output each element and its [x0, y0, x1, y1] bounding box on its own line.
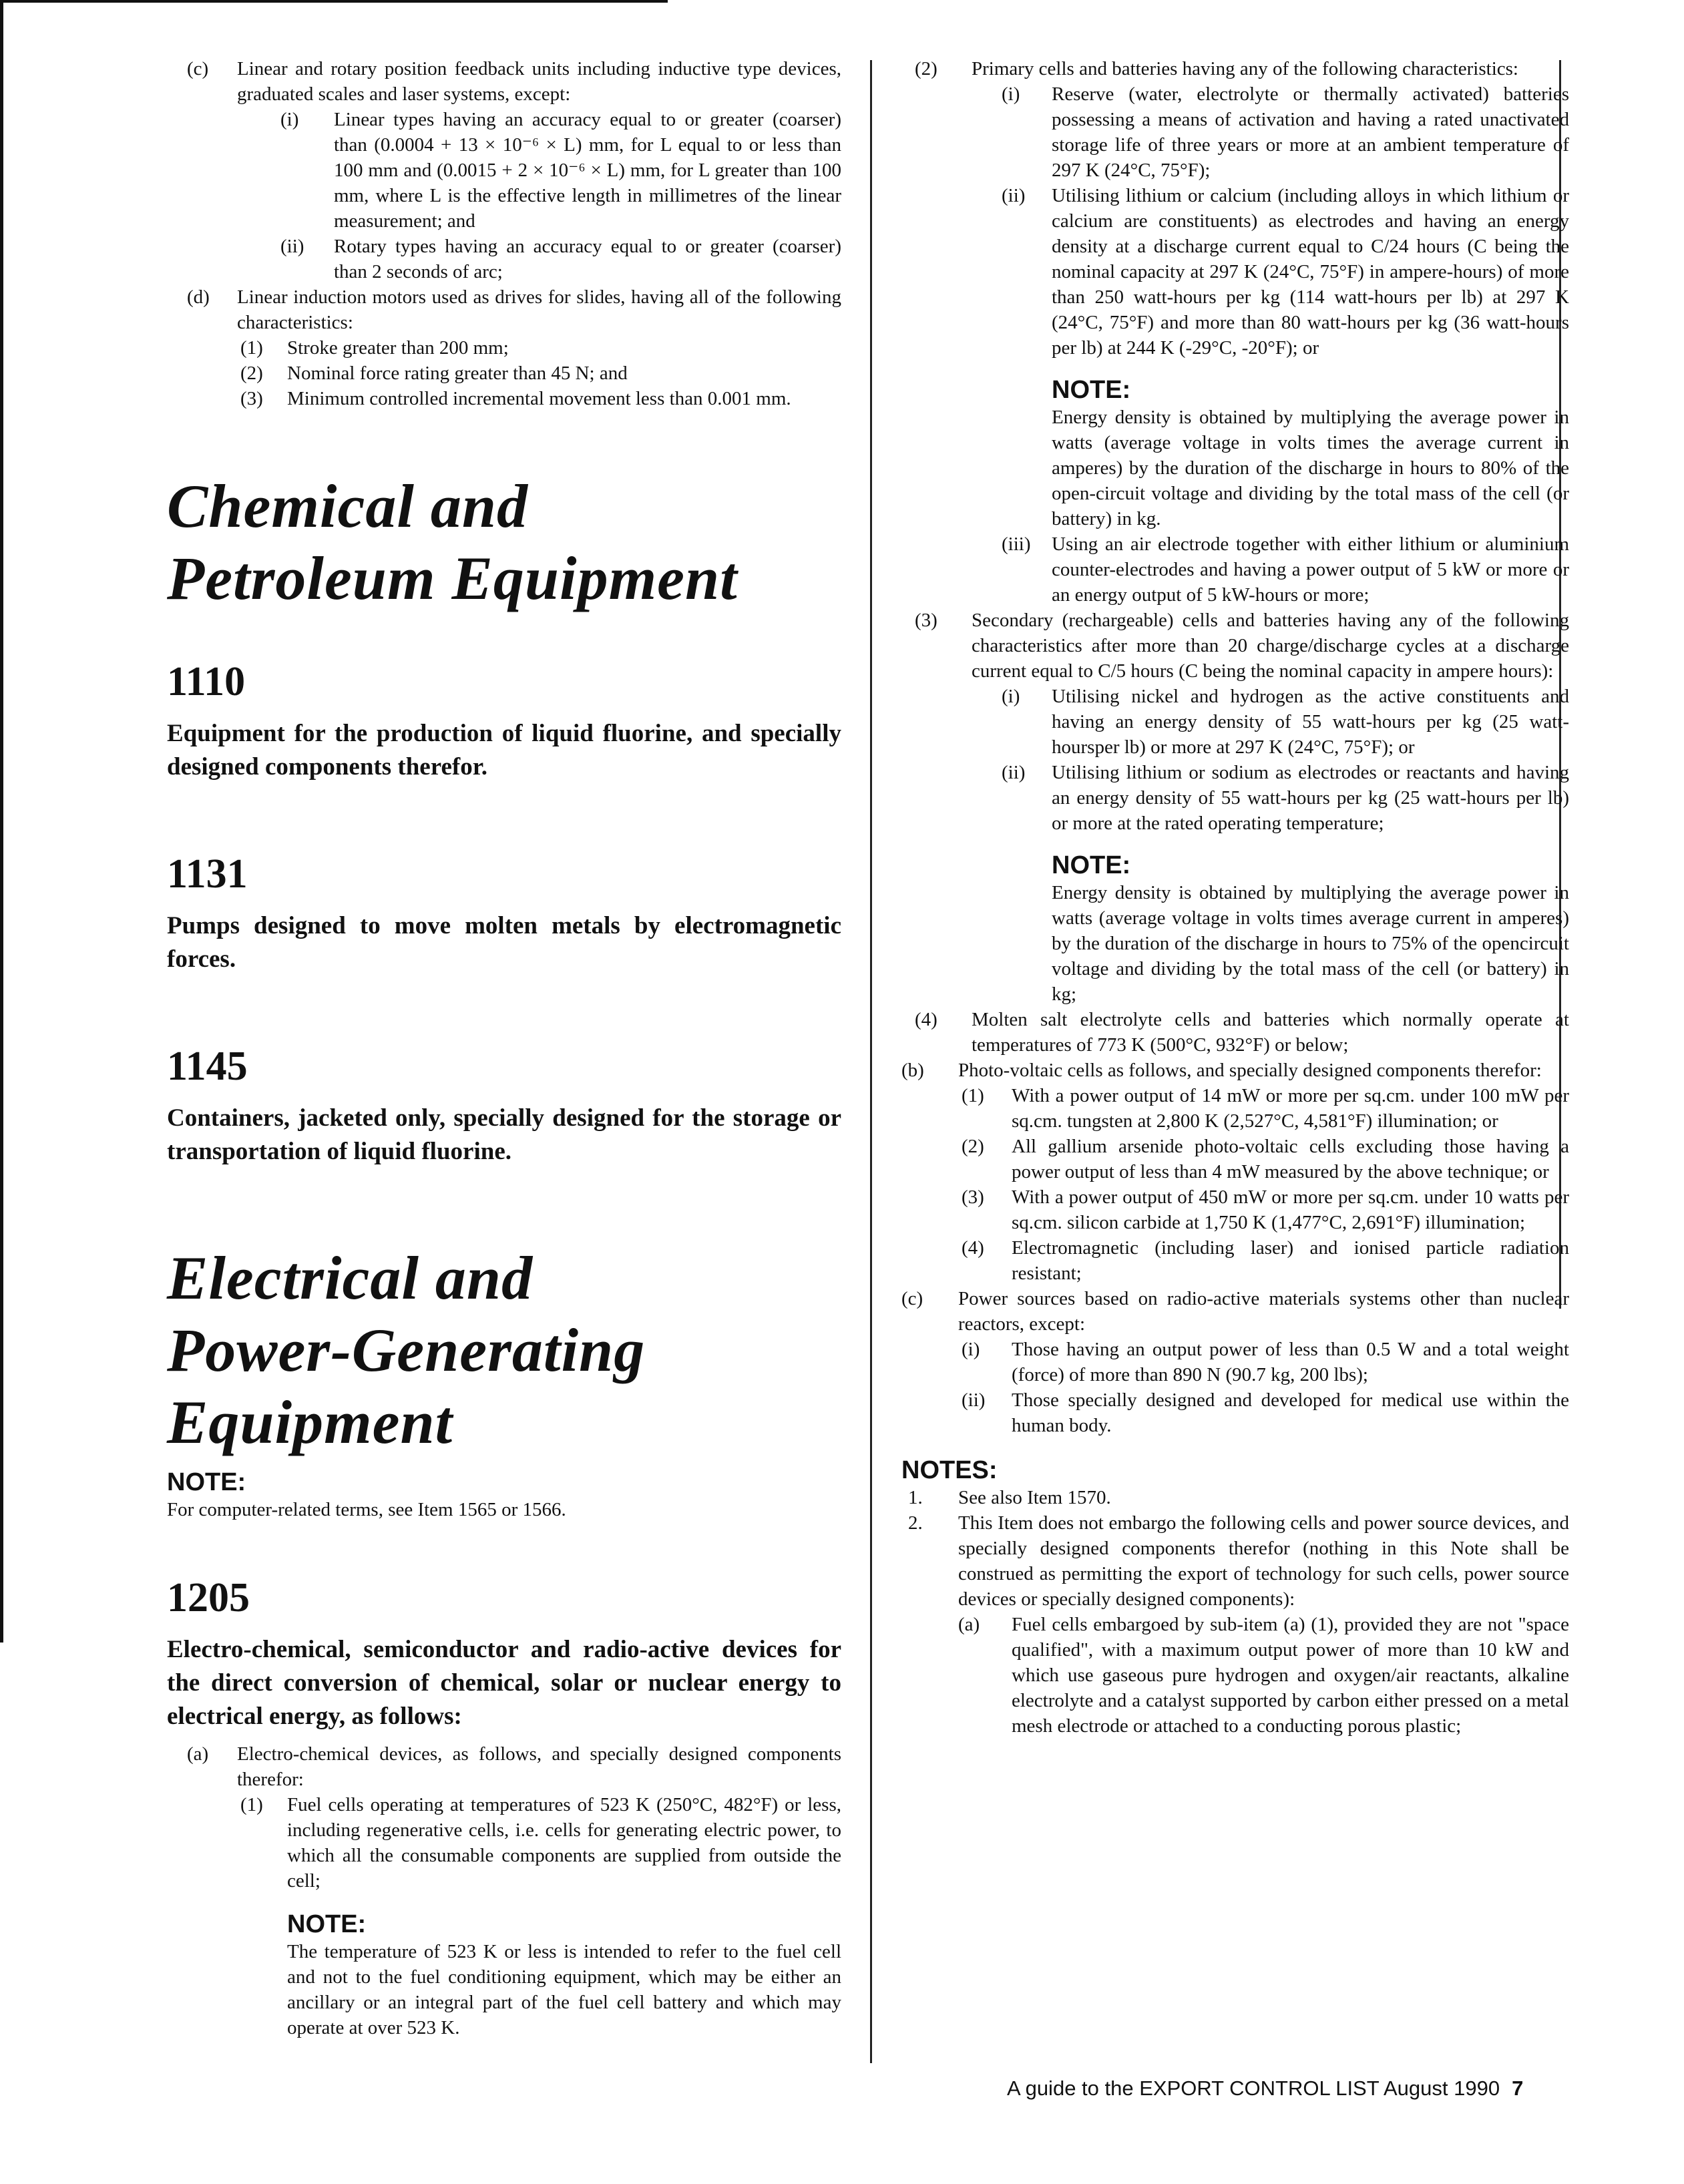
item-marker: (2): [962, 1136, 984, 1157]
item-marker: (c): [187, 58, 209, 79]
item-text: Those specially designed and developed for medical use within the human body.: [1012, 1389, 1569, 1436]
item-text: Fuel cells embargoed by sub-item (a) (1), provided they are not "space qualified", with a maximum output power of more than 10 kW and which use gaseous pure hydrogen and oxygen/air reactants, alkaline electrolyte and a catalyst supported by carbon either pressed on a metal mesh electrode or attached to a conducting porous plastic;: [1012, 1614, 1569, 1737]
item-text: With a power output of 14 mW or more per sq.cm. under 100 mW per sq.cm. tungsten at 2,800 K (2,527°C, 4,581°F) illumination; or: [1012, 1085, 1569, 1132]
item-marker: (3): [962, 1186, 984, 1208]
left-border-line: [0, 0, 3, 1643]
item-marker: 2.: [908, 1512, 923, 1534]
sub-item-d-1: [167, 335, 841, 361]
sub-item-c: [901, 1286, 1569, 1337]
item-marker: (1): [240, 1794, 263, 1815]
item-text: Using an air electrode together with either lithium or aluminium counter-electrodes and having a power output of 5 kW or more or an energy output of 5 kW-hours or more;: [1052, 533, 1569, 606]
sub-item-b-2: [908, 1134, 1569, 1184]
item-text: Reserve (water, electrolyte or thermally activated) batteries possessing a means of activation and having a rated unactivated storage life of three years or more at an ambient temperature of 297 K (24°C, 75°F);: [1052, 83, 1569, 181]
item-marker: (i): [280, 109, 299, 130]
sub-item-a-1: [167, 1792, 841, 1894]
item-marker: (4): [962, 1237, 984, 1259]
sub-item-c-ii: [908, 1387, 1569, 1438]
item-text: Linear induction motors used as drives for slides, having all of the following characteristics:: [237, 286, 841, 333]
note-item-2-a: [908, 1612, 1569, 1739]
item-marker: (iii): [1002, 533, 1031, 555]
item-marker: (3): [915, 610, 937, 631]
item-text: Linear and rotary position feedback units including inductive type devices, graduated scales and laser systems, except:: [237, 58, 841, 105]
section-heading-chemical: Chemical and: [167, 472, 529, 540]
sub-item-c-ii: [167, 234, 841, 284]
page-footer: [1007, 2077, 1523, 2101]
note-item-2: [908, 1510, 1569, 1612]
note-heading: NOTE:: [1052, 851, 1131, 879]
sub-item-3-i: [908, 684, 1569, 760]
note-text: The temperature of 523 K or less is intended to refer to the fuel cell and not to the fuel conditioning equipment, which may be either an ancillary or an integral part of the fuel cell battery and which may operate at over 523 K.: [287, 1941, 841, 2038]
right-column: [901, 56, 1569, 1739]
item-marker: (1): [240, 337, 263, 359]
sub-item-c-i: [908, 1337, 1569, 1387]
section-heading-electrical-line2: Power-Generating: [167, 1316, 646, 1384]
sub-item-2: [908, 56, 1569, 81]
item-marker: (i): [1002, 83, 1020, 105]
item-text: Power sources based on radio-active materials systems other than nuclear reactors, except:: [958, 1288, 1569, 1335]
sub-item-4: [908, 1007, 1569, 1058]
note-text: For computer-related terms, see Item 1565 or 1566.: [167, 1499, 566, 1520]
item-text: Secondary (rechargeable) cells and batteries having any of the following characteristics after more than 20 charge/discharge cycles at a discharge current equal to C/5 hours (C being the nominal capacity in ampere hours):: [972, 610, 1569, 682]
top-border-line: [0, 0, 668, 3]
item-text: Minimum controlled incremental movement less than 0.001 mm.: [287, 388, 791, 409]
item-marker: (a): [958, 1614, 980, 1635]
item-marker: (ii): [1002, 762, 1026, 783]
sub-item-3-ii: [908, 760, 1569, 836]
item-text: Primary cells and batteries having any of the following characteristics:: [972, 58, 1518, 79]
item-text: Linear types having an accuracy equal to or greater (coarser) than (0.0004 + 13 × 10⁻⁶ × L) mm, for L equal to or less than 100 mm and (0.0015 + 2 × 10⁻⁶ × L) mm, for L greater than 100 mm, where L is the effective length in millimetres of the linear measurement; and: [334, 109, 841, 232]
item-text: Utilising lithium or calcium (including alloys in which lithium or calcium are constituents) as electrodes and having an energy density at a discharge current equal to C/24 hours (C being the nominal capacity at 297 K (24°C, 75°F) in ampere-hours) of more than 250 watt-hours per kg (114 watt-hours per lb) at 297 K (24°C, 75°F) and more than 80 watt-hours per kg (36 watt-hours per lb) at 244 K (-29°C, -20°F); or: [1052, 185, 1569, 359]
item-text: Nominal force rating greater than 45 N; and: [287, 363, 628, 384]
item-text: Utilising lithium or sodium as electrodes or reactants and having an energy density of 55 watt-hours per kg (25 watt-hours per lb) or more at the rated operating temperature;: [1052, 762, 1569, 834]
item-text: See also Item 1570.: [958, 1487, 1111, 1508]
notes-heading: NOTES:: [901, 1456, 998, 1484]
note-block: [908, 375, 1569, 531]
item-text: Electromagnetic (including laser) and ionised particle radiation resistant;: [1012, 1237, 1569, 1284]
item-text: With a power output of 450 mW or more per sq.cm. under 10 watts per sq.cm. silicon carbide at 1,750 K (1,477°C, 2,691°F) illumination;: [1012, 1186, 1569, 1233]
note-heading: NOTE:: [1052, 376, 1131, 404]
note-item-1: [908, 1485, 1569, 1510]
item-marker: (ii): [1002, 185, 1026, 206]
item-marker: (i): [962, 1339, 980, 1360]
item-text: All gallium arsenide photo-voltaic cells excluding those having a power output of less than 4 mW measured by the above technique; or: [1012, 1136, 1569, 1182]
item-marker: (1): [962, 1085, 984, 1106]
left-column: [167, 56, 841, 2040]
sub-item-3: [908, 608, 1569, 684]
item-text: Stroke greater than 200 mm;: [287, 337, 509, 359]
footer-title: A guide to the EXPORT CONTROL LIST August 1990: [1007, 2077, 1500, 2100]
item-marker: (a): [187, 1743, 209, 1765]
item-marker: (ii): [962, 1389, 986, 1411]
sub-item-2-iii: [908, 531, 1569, 608]
sub-item-b-1: [908, 1083, 1569, 1134]
item-number-1145: 1145: [167, 1044, 248, 1089]
note-text: Energy density is obtained by multiplying the average power in watts (average voltage in volts times average current in amperes) by the duration of the discharge in hours to 75% of the opencircuit voltage and dividing by the total mass of the cell (or battery) in kg;: [1052, 882, 1569, 1005]
sub-item-d-2: [167, 361, 841, 386]
sub-item-b: [901, 1058, 1569, 1083]
item-marker: (2): [240, 363, 263, 384]
item-description-1110: Equipment for the production of liquid fluorine, and specially designed components therefor.: [167, 720, 841, 781]
note-heading: NOTE:: [287, 1910, 367, 1938]
sub-item-b-3: [908, 1184, 1569, 1235]
item-marker: (d): [187, 286, 210, 308]
sub-item-2-i: [908, 81, 1569, 183]
item-text: Those having an output power of less than 0.5 W and a total weight (force) of more than 890 N (90.7 kg, 200 lbs);: [1012, 1339, 1569, 1385]
section-heading-electrical: Electrical and: [167, 1244, 534, 1312]
note-block: [167, 1910, 841, 2040]
item-text: Molten salt electrolyte cells and batteries which normally operate at temperatures of 773 K (500°C, 932°F) or below;: [972, 1009, 1569, 1056]
page-number: 7: [1512, 2077, 1524, 2100]
item-description-1205: Electro-chemical, semiconductor and radio-active devices for the direct conversion of chemical, solar or nuclear energy to electrical energy, as follows:: [167, 1636, 841, 1730]
note-block: [908, 851, 1569, 1007]
item-text: Electro-chemical devices, as follows, and specially designed components therefor:: [237, 1743, 841, 1790]
item-marker: 1.: [908, 1487, 923, 1508]
item-description-1131: Pumps designed to move molten metals by electromagnetic forces.: [167, 912, 841, 973]
item-marker: (i): [1002, 686, 1020, 707]
item-marker: (c): [901, 1288, 923, 1309]
item-number-1205: 1205: [167, 1575, 250, 1620]
sub-item-d-3: [167, 386, 841, 411]
sub-item-a: [167, 1741, 841, 1792]
sub-item-b-4: [908, 1235, 1569, 1286]
sub-item-c-i: [167, 107, 841, 234]
item-number-1131: 1131: [167, 851, 248, 897]
item-text: Photo-voltaic cells as follows, and specially designed components therefor:: [958, 1060, 1542, 1081]
column-divider: [870, 60, 872, 2063]
item-text: Fuel cells operating at temperatures of 523 K (250°C, 482°F) or less, including regenerative cells, i.e. cells for generating electric power, to which all the consumable components are supplied from outside the cell;: [287, 1794, 841, 1892]
item-marker: (3): [240, 388, 263, 409]
item-text: Rotary types having an accuracy equal to or greater (coarser) than 2 seconds of arc;: [334, 236, 841, 282]
sub-item-d: [167, 284, 841, 335]
sub-item-c: [167, 56, 841, 107]
item-text: This Item does not embargo the following cells and power source devices, and specially designed components therefor (nothing in this Note shall be construed as permitting the export of technology for such cells, power source devices or specially designed components):: [958, 1512, 1569, 1610]
item-text: Utilising nickel and hydrogen as the active constituents and having an energy density of 55 watt-hours per kg (25 watt-hoursper lb) or more at 297 K (24°C, 75°F); or: [1052, 686, 1569, 758]
item-marker: (b): [901, 1060, 924, 1081]
item-marker: (2): [915, 58, 937, 79]
item-marker: (4): [915, 1009, 937, 1030]
note-text: Energy density is obtained by multiplying the average power in watts (average voltage in volts times the average current in amperes) by the duration of the discharge in hours to 80% of the open-circuit voltage and dividing by the total mass of the cell (or battery) in kg.: [1052, 407, 1569, 529]
section-heading-chemical-line2: Petroleum Equipment: [167, 544, 738, 612]
section-heading-electrical-line3: Equipment: [167, 1388, 453, 1456]
sub-item-2-ii: [908, 183, 1569, 361]
item-description-1145: Containers, jacketed only, specially designed for the storage or transportation of liquid fluorine.: [167, 1104, 841, 1165]
item-marker: (ii): [280, 236, 304, 257]
note-heading: NOTE:: [167, 1468, 246, 1496]
item-number-1110: 1110: [167, 659, 246, 704]
